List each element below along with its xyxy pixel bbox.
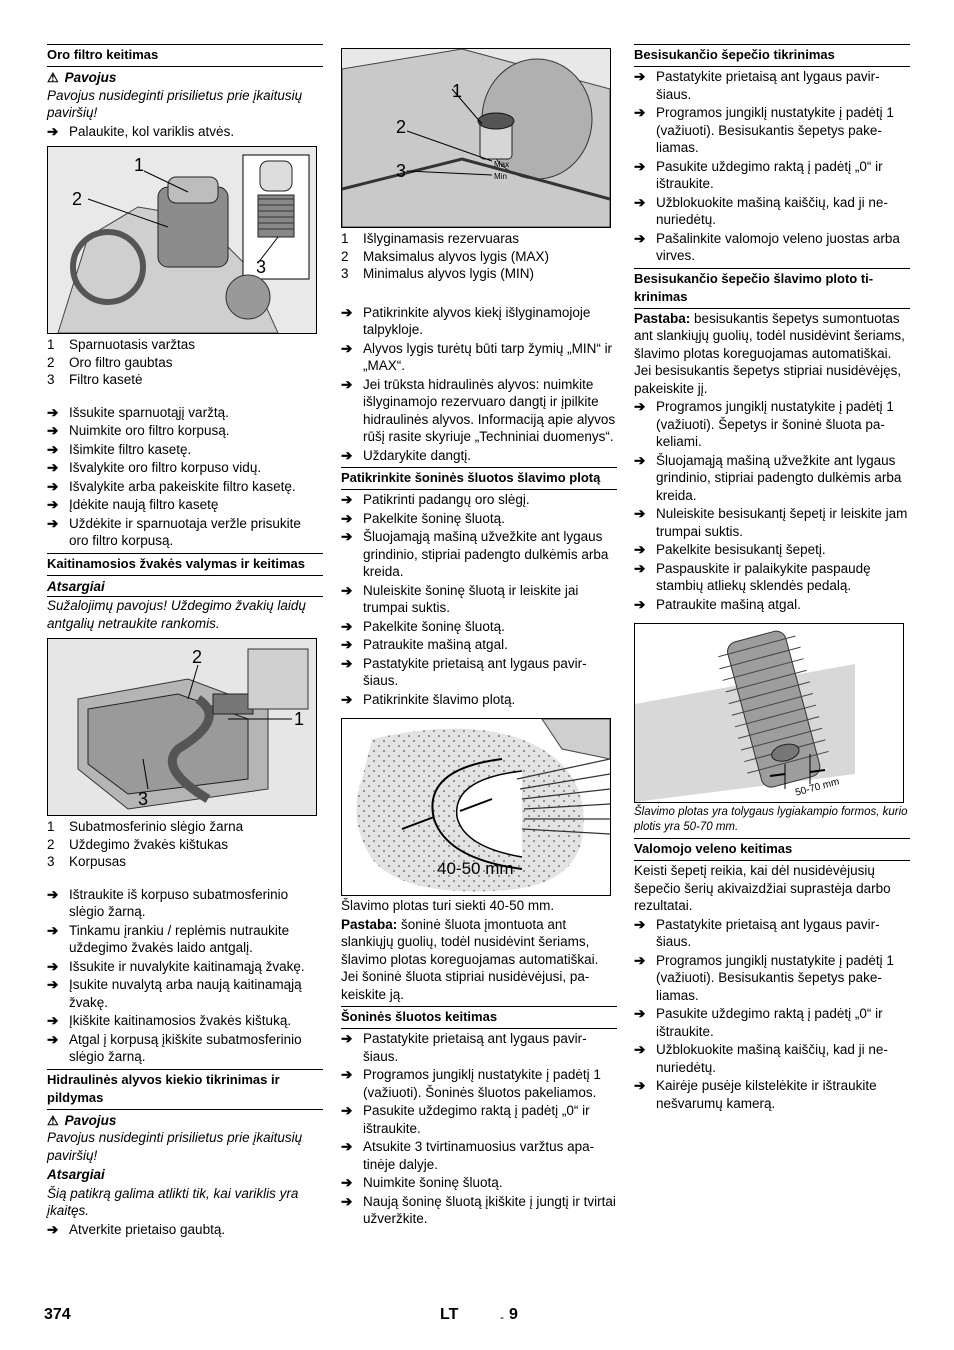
arrow-icon: ➔ <box>341 376 353 392</box>
step: ➔ Tinkamu įrankiu / replėmis nutraukite uždegimo žvakės laido antgalį. <box>47 922 290 955</box>
step: ➔ Išsukite sparnuotąjį varžtą. <box>47 404 229 420</box>
fig-label-2: 2 <box>72 189 83 209</box>
note: Pastaba: besisukantis šepetys sumontuotas ant slankiųjų guolių, todėl nusidėvint šeriams, šlavimo plotas koreguojamas automatiškai. Jei besisukantis šepetys stipriai nusidėvėjęs, pakeiskite jį. <box>634 310 905 396</box>
step: ➔ Pašalinkite valomojo veleno juostas arba virves. <box>634 230 900 263</box>
step: ➔ Išvalykite oro filtro korpuso vidų. <box>47 460 262 475</box>
step: ➔ Pastatykite prietaisą ant lygaus paviršiaus. <box>634 916 880 949</box>
fig-label-3: 3 <box>256 257 267 277</box>
step: ➔ Programos jungiklį nustatykite į padėtį 1 (važiuoti). Besisukantis šepetys pakeliamas. <box>634 952 894 1003</box>
legend-item: 2 Oro filtro gaubtas <box>47 354 173 370</box>
fig-label-1: 1 <box>294 709 305 729</box>
side-broom-area-illustration <box>342 719 610 895</box>
legend-hydraulic <box>341 230 617 283</box>
rotary-area-illustration <box>635 624 903 802</box>
fig-label-max: Max <box>494 160 510 169</box>
arrow-icon: ➔ <box>634 1006 646 1021</box>
arrow-icon: ➔ <box>47 1221 59 1237</box>
step: ➔ Programos jungiklį nustatykite į padėtį 1 (važiuoti). Šoninės šluotos pakeliamos. <box>341 1067 601 1100</box>
step: ➔ Ištraukite iš korpuso subatmosferinio slėgio žarną. <box>47 886 289 919</box>
language-code: LT <box>440 1306 459 1323</box>
step: ➔ Naują šoninę šluotą įkiškite į jungtį ir tvirtai užveržkite. <box>341 1193 616 1226</box>
intro-text: Keisti šepetį reikia, kai dėl nusidėvėjusių šepečio šerių akivaizdžiai suprastėja darbo rezultatai. <box>634 863 891 913</box>
figure-rotary-area <box>634 623 904 803</box>
step: ➔ Pakelkite besisukantį šepetį. <box>634 542 826 557</box>
step: ➔ Pakelkite šoninę šluotą. <box>341 510 505 526</box>
legend-item: 2 Maksimalus alyvos lygis (MAX) <box>341 248 550 264</box>
step: ➔ Patraukite mašiną atgal. <box>634 596 801 612</box>
arrow-icon: ➔ <box>47 441 59 457</box>
step: ➔ Išvalykite arba pakeiskite filtro kasetę. <box>47 478 296 494</box>
legend-item: 3 Minimalus alyvos lygis (MIN) <box>341 266 535 281</box>
legend-item: 1 Subatmosferinio slėgio žarna <box>47 819 244 834</box>
figure-hydraulic-tank <box>341 48 611 228</box>
heading-spark-plug: Kaitinamosios žvakės valymas ir keitimas <box>47 553 323 576</box>
arrow-icon: ➔ <box>634 542 646 557</box>
caution-label: Atsargiai <box>47 578 323 598</box>
step: ➔ Pasukite uždegimo raktą į padėtį „0“ ir ištraukite. <box>341 1103 590 1136</box>
arrow-icon: ➔ <box>47 958 59 974</box>
step: ➔ Uždarykite dangtį. <box>341 447 472 463</box>
arrow-icon: ➔ <box>634 399 646 414</box>
step: ➔ Atverkite prietaiso gaubtą. <box>47 1221 226 1237</box>
step: ➔ Šluojamąją mašiną užvežkite ant lygaus grindinio, stipriai padengto dulkėmis arba kreida. <box>634 452 902 503</box>
warning-icon: ⚠ <box>47 70 59 85</box>
fig-label-width: 40-50 mm <box>437 859 514 878</box>
step: ➔ Įdėkite naują filtro kasetę <box>47 497 219 512</box>
heading-hydraulic: Hidraulinės alyvos kiekio tikrinimas ir pildymas <box>47 1069 323 1110</box>
legend-item: 1 Išlyginamasis rezervuaras <box>341 231 520 246</box>
fig-label-min: Min <box>494 172 507 181</box>
arrow-icon: ➔ <box>47 460 59 475</box>
step: ➔ Paspauskite ir palaikykite paspaudę stambių atliekų sklendės pedalą. <box>634 560 871 593</box>
heading-side-broom-check: Patikrinkite šoninės šluotos šlavimo plotą <box>341 467 617 490</box>
arrow-icon: ➔ <box>341 655 353 671</box>
arrow-icon: ➔ <box>341 1067 353 1082</box>
arrow-icon: ➔ <box>341 529 353 544</box>
arrow-icon: ➔ <box>634 1078 646 1093</box>
danger-label: ⚠ Pavojus <box>47 70 117 85</box>
arrow-icon: ➔ <box>341 340 353 356</box>
step: ➔ Pakelkite šoninę šluotą. <box>341 618 505 634</box>
step: ➔ Atsukite 3 tvirtinamuosius varžtus apatinėje dalyje. <box>341 1139 595 1172</box>
step: ➔ Uždėkite ir sparnuotaja veržle prisukite oro filtro korpusą. <box>47 515 301 548</box>
arrow-icon: ➔ <box>634 506 646 521</box>
step: ➔ Nuimkite oro filtro korpusą. <box>47 423 230 438</box>
fig-label-width: 50-70 mm <box>794 776 841 799</box>
step: ➔ Programos jungiklį nustatykite į padėtį 1 (važiuoti). Šepetys ir šoninė šluota pakeliami. <box>634 399 894 449</box>
column-2 <box>341 48 617 1228</box>
arrow-icon: ➔ <box>634 952 646 968</box>
step: ➔ Išimkite filtro kasetę. <box>47 441 192 457</box>
step: ➔ Įsukite nuvalytą arba naują kaitinamąją žvakę. <box>47 977 302 1010</box>
arrow-icon: ➔ <box>634 105 646 120</box>
step: ➔ Patikrinkite šlavimo plotą. <box>341 691 516 707</box>
step: ➔ Pastatykite prietaisą ant lygaus paviršiaus. <box>341 655 587 688</box>
arrow-icon: ➔ <box>634 452 646 468</box>
figure-caption: Šlavimo plotas turi siekti 40-50 mm. <box>341 898 555 913</box>
arrow-icon: ➔ <box>634 560 646 576</box>
arrow-icon: ➔ <box>341 1175 353 1190</box>
section-number: 9 <box>509 1306 518 1323</box>
hydraulic-tank-illustration <box>342 49 610 227</box>
step: ➔ Pastatykite prietaisą ant lygaus paviršiaus. <box>634 69 880 102</box>
arrow-icon: ➔ <box>341 492 353 507</box>
figure-side-broom-area <box>341 718 611 896</box>
step: ➔ Jei trūksta hidraulinės alyvos: nuimkite išlyginamojo rezervuaro dangtį ir įpilkite hidraulinės alyvos. Informaciją apie alyvos rūšį rasite skyriuje „Techniniai duomenys“. <box>341 376 616 444</box>
legend-item: 1 Sparnuotasis varžtas <box>47 337 196 352</box>
arrow-icon: ➔ <box>634 69 646 84</box>
heading-air-filter: Oro filtro keitimas <box>47 44 323 67</box>
danger-text: Pavojus nusideginti prisilietus prie įkaitusių paviršių! <box>47 1130 303 1163</box>
step: ➔ Pasukite uždegimo raktą į padėtį „0“ ir ištraukite. <box>634 1006 883 1039</box>
heading-rotary-check: Besisukančio šepečio tikrinimas <box>634 44 910 67</box>
step: ➔ Programos jungiklį nustatykite į padėtį 1 (važiuoti). Besisukantis šepetys pakeliamas. <box>634 105 894 155</box>
arrow-icon: ➔ <box>341 1193 353 1209</box>
step: ➔ Alyvos lygis turėtų būti tarp žymių „MIN“ ir „MAX“. <box>341 340 613 373</box>
spark-plug-illustration <box>48 639 316 815</box>
arrow-icon: ➔ <box>47 515 59 531</box>
arrow-icon: ➔ <box>47 404 59 420</box>
legend-item: 3 Korpusas <box>47 854 127 869</box>
fig-label-1: 1 <box>134 155 145 175</box>
caution-text: Sužalojimų pavojus! Uždegimo žvakių laidų antgalių netraukite rankomis. <box>47 598 306 631</box>
step: ➔ Pastatykite prietaisą ant lygaus paviršiaus. <box>341 1031 587 1064</box>
step: ➔ Kairėje pusėje kilstelėkite ir ištraukite nešvarumų kamerą. <box>634 1078 877 1111</box>
figure-air-filter <box>47 146 317 334</box>
step: ➔ Atgal į korpusą įkiškite subatmosferinio slėgio žarną. <box>47 1031 302 1064</box>
step: ➔ Nuleiskite šoninę šluotą ir leiskite jai trumpai suktis. <box>341 582 579 615</box>
step: ➔ Nuleiskite besisukantį šepetį ir leiskite jam trumpai suktis. <box>634 506 908 539</box>
arrow-icon: ➔ <box>634 230 646 246</box>
arrow-icon: ➔ <box>47 886 59 902</box>
legend-spark-plug <box>47 818 323 871</box>
legend-item: 2 Uždegimo žvakės kištukas <box>47 836 229 852</box>
step: ➔ Palaukite, kol variklis atvės. <box>47 123 235 139</box>
arrow-icon: ➔ <box>47 123 59 139</box>
page-number: 374 <box>44 1306 71 1323</box>
note: Pastaba: šoninė šluota įmontuota ant slankiųjų guolių, todėl nusidėvint šeriams, šlavimo plotas koreguojamas automatiškai. Jei šoninė šluota stipriai nusidėvėjusi, pakeiskite ją. <box>341 916 599 1002</box>
arrow-icon: ➔ <box>47 497 59 512</box>
step: ➔ Užblokuokite mašiną kaiščių, kad ji nenuriedėtų. <box>634 1042 888 1075</box>
legend-item: 3 Filtro kasetė <box>47 372 143 387</box>
arrow-icon: ➔ <box>47 478 59 494</box>
arrow-icon: ➔ <box>47 1031 59 1047</box>
fig-label-3: 3 <box>396 161 407 181</box>
fig-label-2: 2 <box>192 647 203 667</box>
arrow-icon: ➔ <box>634 916 646 932</box>
step: ➔ Patraukite mašiną atgal. <box>341 637 508 652</box>
column-1 <box>47 44 323 1238</box>
step: ➔ Pasukite uždegimo raktą į padėtį „0“ ir ištraukite. <box>634 158 883 191</box>
step: ➔ Nuimkite šoninę šluotą. <box>341 1175 503 1190</box>
danger-label: ⚠ Pavojus <box>47 1112 117 1128</box>
air-filter-illustration <box>48 147 316 333</box>
arrow-icon: ➔ <box>634 194 646 210</box>
heading-side-broom-replace: Šoninės šluotos keitimas <box>341 1006 617 1029</box>
arrow-icon: ➔ <box>341 582 353 598</box>
caution-text: Šią patikrą galima atlikti tik, kai variklis yra įkaitęs. <box>47 1185 299 1218</box>
arrow-icon: ➔ <box>634 596 646 612</box>
caution-label: Atsargiai <box>47 1167 105 1182</box>
heading-rotary-area: Besisukančio šepečio šlavimo ploto tikrinimas <box>634 268 910 309</box>
arrow-icon: ➔ <box>341 447 353 463</box>
fig-label-3: 3 <box>138 789 149 809</box>
heading-roller-replace: Valomojo veleno keitimas <box>634 838 910 861</box>
step: ➔ Patikrinti padangų oro slėgį. <box>341 492 530 507</box>
footer-separator: - <box>500 1310 504 1324</box>
fig-label-2: 2 <box>396 117 407 137</box>
arrow-icon: ➔ <box>47 1013 59 1028</box>
arrow-icon: ➔ <box>341 1103 353 1118</box>
step: ➔ Šluojamąją mašiną užvežkite ant lygaus grindinio, stipriai padengto dulkėmis arba kreida. <box>341 529 609 579</box>
arrow-icon: ➔ <box>634 158 646 174</box>
arrow-icon: ➔ <box>47 423 59 438</box>
arrow-icon: ➔ <box>341 1139 353 1154</box>
arrow-icon: ➔ <box>341 510 353 526</box>
arrow-icon: ➔ <box>47 977 59 992</box>
arrow-icon: ➔ <box>47 922 59 938</box>
step: ➔ Patikrinkite alyvos kiekį išlyginamojoje talpykloje. <box>341 304 591 337</box>
step: ➔ Išsukite ir nuvalykite kaitinamąją žvakę. <box>47 958 305 974</box>
step: ➔ Įkiškite kaitinamosios žvakės kištuką. <box>47 1013 292 1028</box>
arrow-icon: ➔ <box>634 1042 646 1057</box>
step: ➔ Užblokuokite mašiną kaiščių, kad ji nenuriedėtų. <box>634 194 888 227</box>
figure-spark-plug <box>47 638 317 816</box>
arrow-icon: ➔ <box>341 691 353 707</box>
figure-caption: Šlavimo plotas yra tolygaus lygiakampio formos, kurio plotis yra 50-70 mm. <box>634 806 908 833</box>
column-3 <box>634 44 910 1112</box>
fig-label-1: 1 <box>452 81 463 101</box>
warning-icon: ⚠ <box>47 1112 59 1128</box>
arrow-icon: ➔ <box>341 304 353 320</box>
arrow-icon: ➔ <box>341 1031 353 1046</box>
arrow-icon: ➔ <box>341 618 353 634</box>
legend-air-filter <box>47 336 323 389</box>
danger-text: Pavojus nusideginti prisilietus prie įkaitusių paviršių! <box>47 87 303 120</box>
arrow-icon: ➔ <box>341 637 353 652</box>
